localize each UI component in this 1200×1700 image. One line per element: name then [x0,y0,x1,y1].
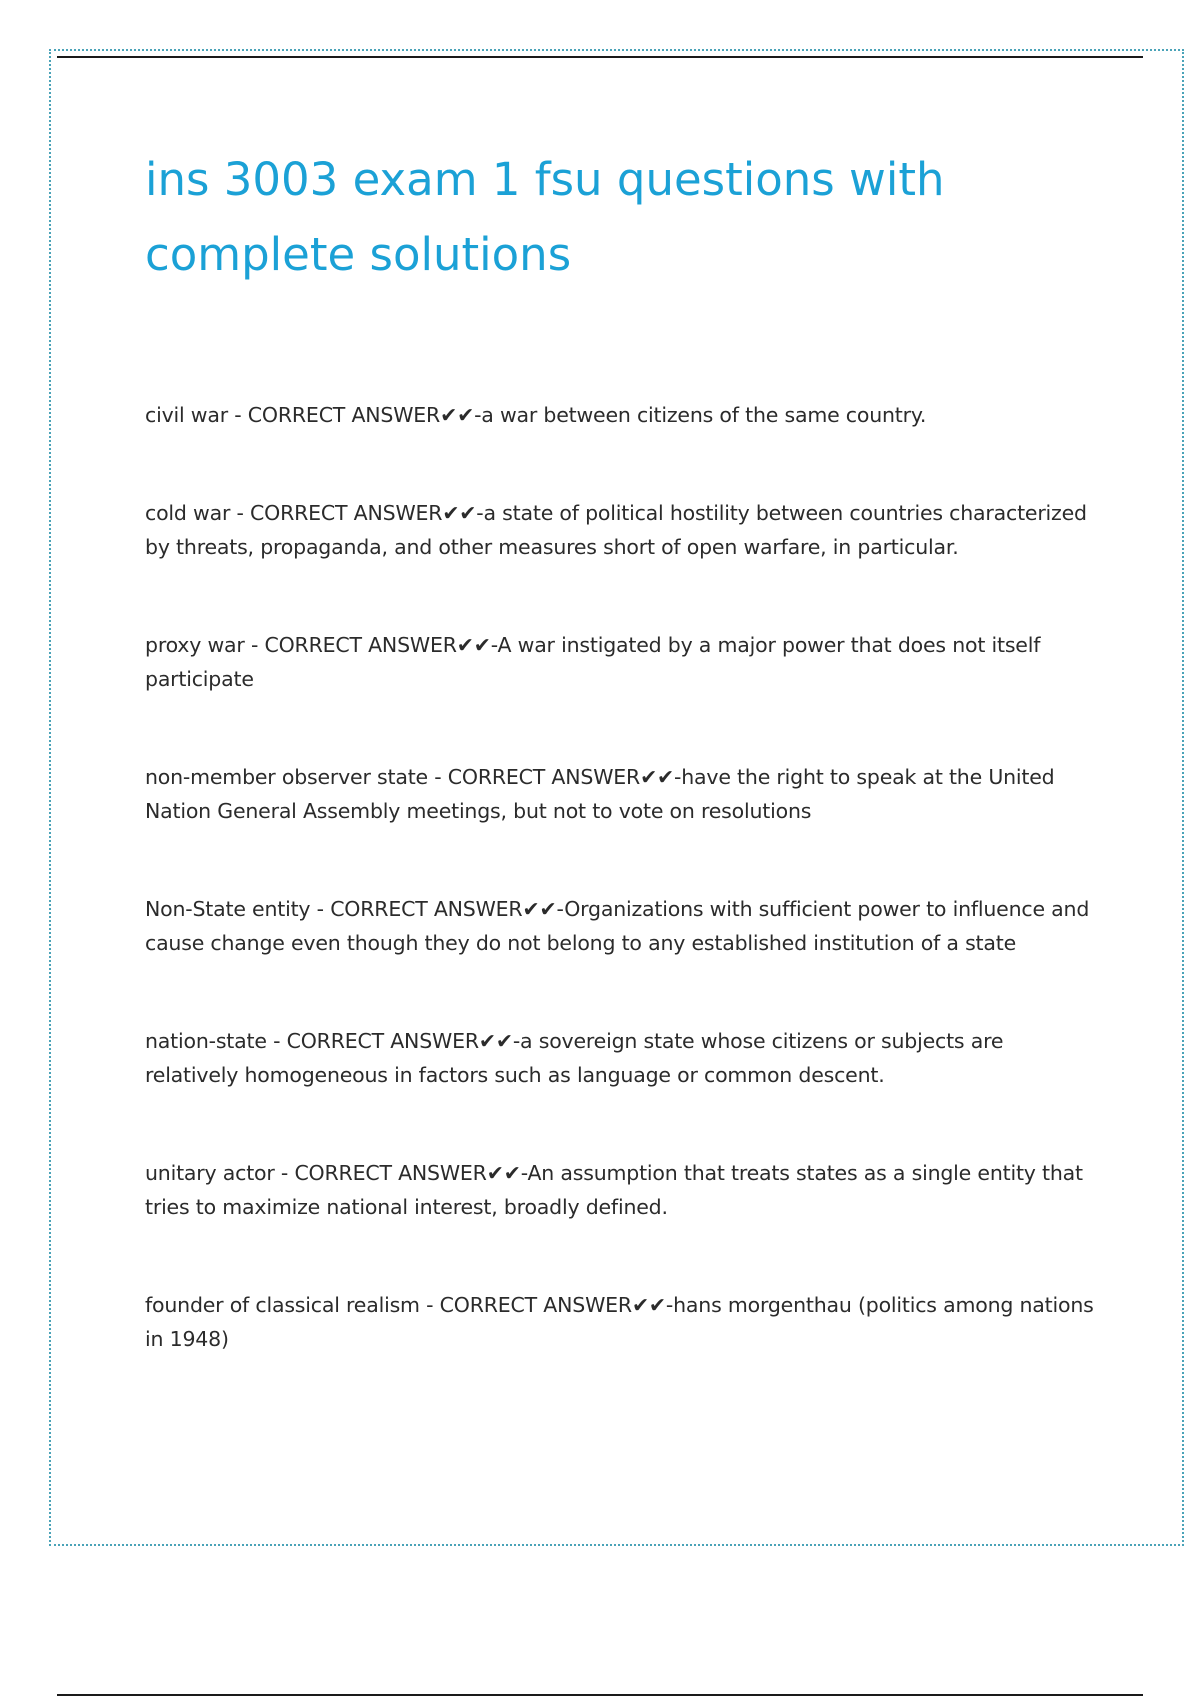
entry-definition: -Organizations with sufficient power to influence and cause change even though they do not belong to any established institution of a state [145,897,1090,955]
check-marks-icon: ✔✔ [456,633,491,657]
entry-term: cold war [145,501,231,525]
entry-term: proxy war [145,633,245,657]
entry-unitary-actor [145,1156,1100,1224]
entry-cold-war [145,496,1100,564]
entry-answer-label: - CORRECT ANSWER [230,501,443,525]
check-marks-icon: ✔✔ [442,501,477,525]
entry-answer-label: - CORRECT ANSWER [244,633,457,657]
check-marks-icon: ✔✔ [522,897,557,921]
entry-proxy-war [145,628,1100,696]
entry-nation-state [145,1024,1100,1092]
entry-answer-label: - CORRECT ANSWER [419,1293,632,1317]
entry-definition: -a state of political hostility between countries characterized by threats, propaganda, and other measures short of open warfare, in particular. [145,501,1087,559]
check-marks-icon: ✔✔ [486,1161,521,1185]
entry-term: unitary actor [145,1161,275,1185]
check-marks-icon: ✔✔ [631,1293,666,1317]
entry-answer-label: - CORRECT ANSWER [274,1161,487,1185]
entry-founder-of-classical-realism [145,1288,1100,1356]
check-marks-icon: ✔✔ [478,1029,513,1053]
entries-list [145,398,1100,1420]
check-marks-icon: ✔✔ [440,403,475,427]
entry-term: non-member observer state [145,765,428,789]
entry-term: civil war [145,403,228,427]
entry-term: Non-State entity [145,897,311,921]
entry-answer-label: - CORRECT ANSWER [227,403,441,427]
entry-definition: -A war instigated by a major power that does not itself participate [145,633,1041,691]
document-title: ins 3003 exam 1 fsu questions with complete solutions [145,153,945,281]
entry-term: nation-state [145,1029,267,1053]
entry-term: founder of classical realism [145,1293,420,1317]
entry-non-member-observer-state [145,760,1100,828]
top-rule [57,56,1143,58]
entry-answer-label: - CORRECT ANSWER [266,1029,479,1053]
entry-civil-war [145,398,1100,432]
entry-definition: -hans morgenthau (politics among nations in 1948) [145,1293,1094,1351]
entry-definition: -have the right to speak at the United Nation General Assembly meetings, but not to vote on resolutions [145,765,1055,823]
check-marks-icon: ✔✔ [640,765,675,789]
entry-definition: -An assumption that treats states as a single entity that tries to maximize national interest, broadly defined. [145,1161,1083,1219]
entry-definition: -a war between citizens of the same country. [474,403,927,427]
bottom-rule [57,1694,1143,1696]
entry-non-state-entity [145,892,1100,960]
entry-answer-label: - CORRECT ANSWER [310,897,523,921]
entry-definition: -a sovereign state whose citizens or subjects are relatively homogeneous in factors such as language or common descent. [145,1029,1004,1087]
entry-answer-label: - CORRECT ANSWER [427,765,641,789]
